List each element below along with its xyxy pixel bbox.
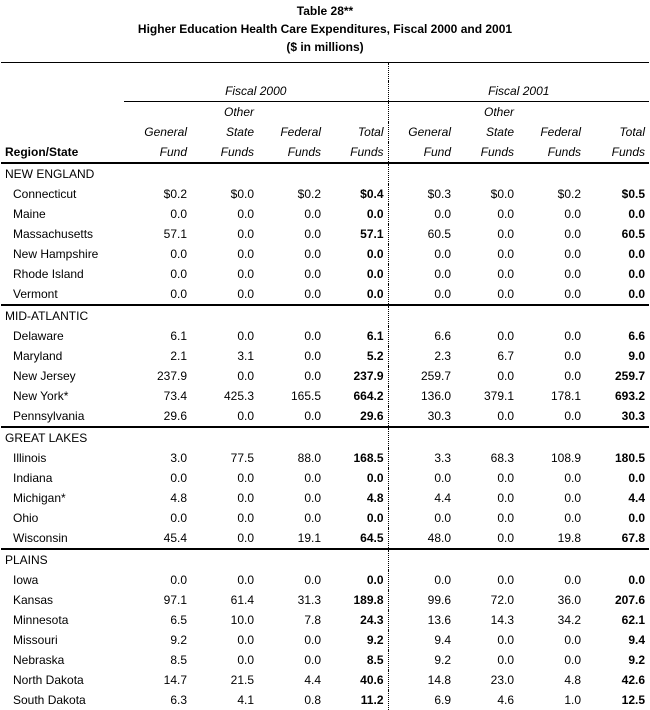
region-state-header: Region/State	[1, 142, 124, 163]
region-spacer	[388, 163, 649, 184]
table-row	[1, 508, 649, 528]
value-cell: 0.0	[497, 471, 514, 485]
state-name: Minnesota	[13, 613, 69, 627]
expenditures-table	[1, 62, 649, 710]
table-row	[1, 204, 649, 224]
col-header-text: Total	[619, 125, 645, 139]
value-cell: 0.0	[564, 247, 581, 261]
value-cell: 0.0	[564, 511, 581, 525]
value-cell: 0.0	[564, 573, 581, 587]
value-cell: 19.8	[557, 531, 581, 545]
value-cell: 0.0	[497, 633, 514, 647]
col-header-text: Fund	[388, 142, 455, 163]
table-row	[1, 528, 649, 549]
total-value-cell: 5.2	[325, 346, 388, 366]
col-header-text: Funds	[325, 142, 388, 163]
total-value-cell: 0.0	[325, 284, 388, 305]
state-name: Nebraska	[13, 653, 65, 667]
value-cell: 0.0	[564, 267, 581, 281]
total-value-cell: 0.0	[325, 244, 388, 264]
table-row	[1, 488, 649, 508]
top-rule-row	[1, 63, 649, 82]
value-cell: 237.9	[156, 369, 187, 383]
value-cell: 0.0	[434, 511, 451, 525]
table-row	[1, 448, 649, 468]
total-value-cell: 29.6	[325, 406, 388, 427]
col-header-text	[258, 102, 325, 123]
value-cell: 0.0	[237, 511, 254, 525]
value-cell: 9.4	[434, 633, 451, 647]
total-value-cell: 4.4	[628, 491, 645, 505]
value-cell: 0.0	[304, 653, 321, 667]
col-header-text: Funds	[585, 142, 649, 163]
value-cell: $0.2	[163, 187, 187, 201]
total-value-cell: 9.2	[628, 653, 645, 667]
value-cell: 88.0	[297, 451, 321, 465]
state-name: Ohio	[13, 511, 39, 525]
col-header-text: Funds	[258, 142, 325, 163]
value-cell: 0.0	[237, 287, 254, 301]
total-value-cell: 0.0	[628, 573, 645, 587]
total-value-cell: 0.0	[628, 471, 645, 485]
col-header-text: Federal	[280, 125, 321, 139]
table-row	[1, 670, 649, 690]
value-cell: 0.0	[170, 573, 187, 587]
value-cell: 0.0	[434, 207, 451, 221]
state-name: North Dakota	[13, 673, 84, 687]
total-value-cell: $0.5	[621, 187, 645, 201]
value-cell: 14.3	[490, 613, 514, 627]
value-cell: 0.0	[564, 329, 581, 343]
value-cell: 36.0	[557, 593, 581, 607]
col-header-text	[325, 102, 388, 123]
value-cell: 0.0	[304, 633, 321, 647]
value-cell: 9.2	[434, 653, 451, 667]
state-name: South Dakota	[13, 693, 86, 707]
total-value-cell: 11.2	[325, 690, 388, 710]
region-name: PLAINS	[1, 549, 325, 570]
col-header-text: General	[144, 125, 187, 139]
value-cell: 6.5	[170, 613, 187, 627]
value-cell: 165.5	[290, 389, 321, 403]
value-cell: 178.1	[550, 389, 581, 403]
value-cell: 0.0	[434, 247, 451, 261]
total-value-cell: 207.6	[614, 593, 645, 607]
col-header-text: Other	[223, 105, 254, 119]
total-value-cell: 237.9	[325, 366, 388, 386]
value-cell: 0.0	[564, 653, 581, 667]
total-value-cell: 12.5	[621, 693, 645, 707]
value-cell: $0.0	[230, 187, 254, 201]
value-cell: 0.0	[564, 491, 581, 505]
region-row	[1, 305, 649, 326]
value-cell: 0.0	[304, 409, 321, 423]
value-cell: 3.1	[237, 349, 254, 363]
table-row	[1, 590, 649, 610]
value-cell: 0.0	[237, 471, 254, 485]
value-cell: 72.0	[490, 593, 514, 607]
value-cell: 4.1	[237, 693, 254, 707]
total-value-cell: 9.0	[628, 349, 645, 363]
total-value-cell: 6.1	[325, 326, 388, 346]
col-header-text	[124, 102, 191, 123]
table-row	[1, 264, 649, 284]
value-cell: 0.0	[304, 573, 321, 587]
value-cell: 48.0	[427, 531, 451, 545]
value-cell: 0.0	[497, 573, 514, 587]
value-cell: 0.0	[497, 409, 514, 423]
value-cell: 19.1	[297, 531, 321, 545]
table-row	[1, 366, 649, 386]
table-row	[1, 284, 649, 305]
value-cell: 8.5	[170, 653, 187, 667]
value-cell: 6.9	[434, 693, 451, 707]
value-cell: 2.3	[434, 349, 451, 363]
value-cell: 68.3	[490, 451, 514, 465]
total-value-cell: 57.1	[325, 224, 388, 244]
total-value-cell: 259.7	[614, 369, 645, 383]
region-row	[1, 163, 649, 184]
total-value-cell: 40.6	[325, 670, 388, 690]
col-header-text: Funds	[191, 142, 258, 163]
fiscal-2001-header: Fiscal 2001	[388, 81, 649, 102]
value-cell: 0.0	[237, 653, 254, 667]
state-name: Michigan*	[13, 491, 66, 505]
value-cell: 0.0	[497, 511, 514, 525]
value-cell: 0.0	[170, 511, 187, 525]
value-cell: 21.5	[230, 673, 254, 687]
total-value-cell: 0.0	[325, 508, 388, 528]
state-name: Kansas	[13, 593, 54, 607]
value-cell: 0.8	[304, 693, 321, 707]
value-cell: $0.2	[557, 187, 581, 201]
table-row	[1, 630, 649, 650]
total-value-cell: 6.6	[628, 329, 645, 343]
col-header-text: Federal	[540, 125, 581, 139]
table-row	[1, 468, 649, 488]
value-cell: 0.0	[304, 471, 321, 485]
total-value-cell: 180.5	[614, 451, 645, 465]
value-cell: 3.3	[434, 451, 451, 465]
table-row	[1, 690, 649, 710]
table-row	[1, 650, 649, 670]
col-header-text: Other	[483, 105, 514, 119]
table-body	[1, 163, 649, 710]
value-cell: 1.0	[564, 693, 581, 707]
region-spacer	[325, 549, 388, 570]
value-cell: 0.0	[237, 573, 254, 587]
value-cell: 0.0	[304, 247, 321, 261]
value-cell: 4.8	[170, 491, 187, 505]
value-cell: 0.0	[237, 369, 254, 383]
table-row	[1, 610, 649, 630]
state-name: Missouri	[13, 633, 58, 647]
state-name: Delaware	[13, 329, 64, 343]
region-row	[1, 427, 649, 448]
col-header-text	[585, 102, 649, 123]
value-cell: 0.0	[497, 531, 514, 545]
value-cell: 0.0	[564, 287, 581, 301]
value-cell: 6.6	[434, 329, 451, 343]
total-value-cell: 693.2	[614, 389, 645, 403]
value-cell: 45.4	[163, 531, 187, 545]
total-value-cell: 0.0	[628, 287, 645, 301]
value-cell: 0.0	[434, 267, 451, 281]
column-header-row-1	[1, 102, 649, 123]
value-cell: 0.0	[564, 349, 581, 363]
value-cell: 4.6	[497, 693, 514, 707]
value-cell: 6.1	[170, 329, 187, 343]
col-header-text: State	[225, 125, 254, 139]
value-cell: 0.0	[564, 471, 581, 485]
region-spacer	[325, 305, 388, 326]
table-row	[1, 244, 649, 264]
value-cell: 7.8	[304, 613, 321, 627]
state-name: Rhode Island	[13, 267, 84, 281]
value-cell: 73.4	[163, 389, 187, 403]
value-cell: 0.0	[434, 573, 451, 587]
value-cell: $0.2	[297, 187, 321, 201]
total-value-cell: 30.3	[621, 409, 645, 423]
value-cell: 0.0	[237, 227, 254, 241]
value-cell: 4.4	[434, 491, 451, 505]
value-cell: 0.0	[304, 329, 321, 343]
value-cell: 0.0	[497, 287, 514, 301]
total-value-cell: 67.8	[621, 531, 645, 545]
value-cell: 0.0	[564, 207, 581, 221]
value-cell: 10.0	[230, 613, 254, 627]
value-cell: 379.1	[483, 389, 514, 403]
column-header-row-2	[1, 122, 649, 142]
region-spacer	[388, 305, 649, 326]
value-cell: 0.0	[237, 329, 254, 343]
total-value-cell: 62.1	[621, 613, 645, 627]
table-row	[1, 386, 649, 406]
value-cell: 0.0	[170, 471, 187, 485]
total-value-cell: 0.0	[628, 511, 645, 525]
total-value-cell: 0.0	[325, 570, 388, 590]
column-header-row-3	[1, 142, 649, 163]
state-name: New York*	[13, 389, 69, 403]
table-number: Table 28**	[296, 4, 354, 18]
value-cell: 108.9	[550, 451, 581, 465]
value-cell: 0.0	[497, 329, 514, 343]
value-cell: 425.3	[223, 389, 254, 403]
value-cell: 0.0	[304, 349, 321, 363]
region-spacer	[325, 163, 388, 184]
total-value-cell: 664.2	[325, 386, 388, 406]
value-cell: 97.1	[163, 593, 187, 607]
total-value-cell: 0.0	[628, 267, 645, 281]
col-header-text: Funds	[455, 142, 518, 163]
state-name: Vermont	[13, 287, 58, 301]
value-cell: 31.3	[297, 593, 321, 607]
total-value-cell: 0.0	[628, 207, 645, 221]
value-cell: 29.6	[163, 409, 187, 423]
table-row	[1, 224, 649, 244]
value-cell: 0.0	[304, 227, 321, 241]
state-name: Massachusetts	[13, 227, 94, 241]
state-name: Illinois	[13, 451, 47, 465]
value-cell: 60.5	[427, 227, 451, 241]
value-cell: 0.0	[497, 227, 514, 241]
col-header-text: Fund	[124, 142, 191, 163]
value-cell: 0.0	[497, 369, 514, 383]
value-cell: 4.4	[304, 673, 321, 687]
value-cell: 6.3	[170, 693, 187, 707]
region-spacer	[388, 427, 649, 448]
value-cell: 0.0	[564, 227, 581, 241]
value-cell: 0.0	[434, 471, 451, 485]
value-cell: 14.8	[427, 673, 451, 687]
table-title: Higher Education Health Care Expenditures, Fiscal 2000 and 2001	[137, 22, 513, 36]
value-cell: 0.0	[237, 409, 254, 423]
value-cell: 2.1	[170, 349, 187, 363]
table-row	[1, 570, 649, 590]
total-value-cell: 0.0	[628, 247, 645, 261]
value-cell: 3.0	[170, 451, 187, 465]
state-name: Wisconsin	[13, 531, 68, 545]
total-value-cell: $0.4	[325, 184, 388, 204]
col-header-text: State	[485, 125, 514, 139]
value-cell: 34.2	[557, 613, 581, 627]
value-cell: 0.0	[170, 267, 187, 281]
total-value-cell: 24.3	[325, 610, 388, 630]
state-name: Indiana	[13, 471, 53, 485]
state-name: Connecticut	[13, 187, 77, 201]
value-cell: 0.0	[304, 491, 321, 505]
table-row	[1, 326, 649, 346]
total-value-cell: 42.6	[621, 673, 645, 687]
value-cell: 14.7	[163, 673, 187, 687]
total-value-cell: 168.5	[325, 448, 388, 468]
value-cell: 0.0	[497, 247, 514, 261]
value-cell: 0.0	[237, 633, 254, 647]
value-cell: 0.0	[497, 491, 514, 505]
fiscal-2000-header: Fiscal 2000	[124, 81, 388, 102]
total-value-cell: 0.0	[325, 204, 388, 224]
value-cell: 30.3	[427, 409, 451, 423]
value-cell: 4.8	[564, 673, 581, 687]
state-name: Maryland	[13, 349, 63, 363]
region-name: MID-ATLANTIC	[1, 305, 325, 326]
total-value-cell: 60.5	[621, 227, 645, 241]
value-cell: 9.2	[170, 633, 187, 647]
col-header-text	[388, 102, 455, 123]
state-name: Iowa	[13, 573, 39, 587]
value-cell: 61.4	[230, 593, 254, 607]
value-cell: 6.7	[497, 349, 514, 363]
table-row	[1, 346, 649, 366]
fiscal-year-header-row	[1, 81, 649, 102]
total-value-cell: 0.0	[325, 264, 388, 284]
value-cell: 0.0	[497, 653, 514, 667]
value-cell: 0.0	[170, 207, 187, 221]
value-cell: 0.0	[237, 247, 254, 261]
value-cell: 0.0	[497, 267, 514, 281]
value-cell: 0.0	[564, 633, 581, 647]
total-value-cell: 8.5	[325, 650, 388, 670]
value-cell: 0.0	[434, 287, 451, 301]
table-row	[1, 406, 649, 427]
region-spacer	[325, 427, 388, 448]
value-cell: 0.0	[237, 267, 254, 281]
value-cell: 0.0	[304, 207, 321, 221]
value-cell: 0.0	[170, 287, 187, 301]
total-value-cell: 189.8	[325, 590, 388, 610]
state-name: Pennsylvania	[13, 409, 85, 423]
value-cell: $0.0	[490, 187, 514, 201]
value-cell: 0.0	[237, 531, 254, 545]
value-cell: 13.6	[427, 613, 451, 627]
state-name: New Hampshire	[13, 247, 99, 261]
state-name: New Jersey	[13, 369, 76, 383]
value-cell: 99.6	[427, 593, 451, 607]
value-cell: 77.5	[230, 451, 254, 465]
total-value-cell: 0.0	[325, 468, 388, 488]
table-title-block	[0, 0, 650, 62]
region-spacer	[388, 549, 649, 570]
col-header-text	[518, 102, 585, 123]
value-cell: 0.0	[304, 369, 321, 383]
table-row	[1, 184, 649, 204]
total-value-cell: 64.5	[325, 528, 388, 549]
col-header-text: Funds	[518, 142, 585, 163]
state-name: Maine	[13, 207, 46, 221]
region-name: GREAT LAKES	[1, 427, 325, 448]
value-cell: 0.0	[304, 287, 321, 301]
total-value-cell: 9.4	[628, 633, 645, 647]
value-cell: 0.0	[170, 247, 187, 261]
value-cell: 23.0	[490, 673, 514, 687]
value-cell: 259.7	[420, 369, 451, 383]
total-value-cell: 4.8	[325, 488, 388, 508]
region-name: NEW ENGLAND	[1, 163, 325, 184]
value-cell: $0.3	[427, 187, 451, 201]
value-cell: 0.0	[237, 207, 254, 221]
value-cell: 0.0	[304, 511, 321, 525]
col-header-text: Total	[325, 122, 388, 142]
table-units: ($ in millions)	[286, 40, 364, 54]
value-cell: 0.0	[237, 491, 254, 505]
value-cell: 136.0	[420, 389, 451, 403]
value-cell: 0.0	[564, 409, 581, 423]
value-cell: 0.0	[564, 369, 581, 383]
col-header-text: General	[408, 125, 451, 139]
value-cell: 57.1	[163, 227, 187, 241]
value-cell: 0.0	[304, 267, 321, 281]
value-cell: 0.0	[497, 207, 514, 221]
region-row	[1, 549, 649, 570]
total-value-cell: 9.2	[325, 630, 388, 650]
